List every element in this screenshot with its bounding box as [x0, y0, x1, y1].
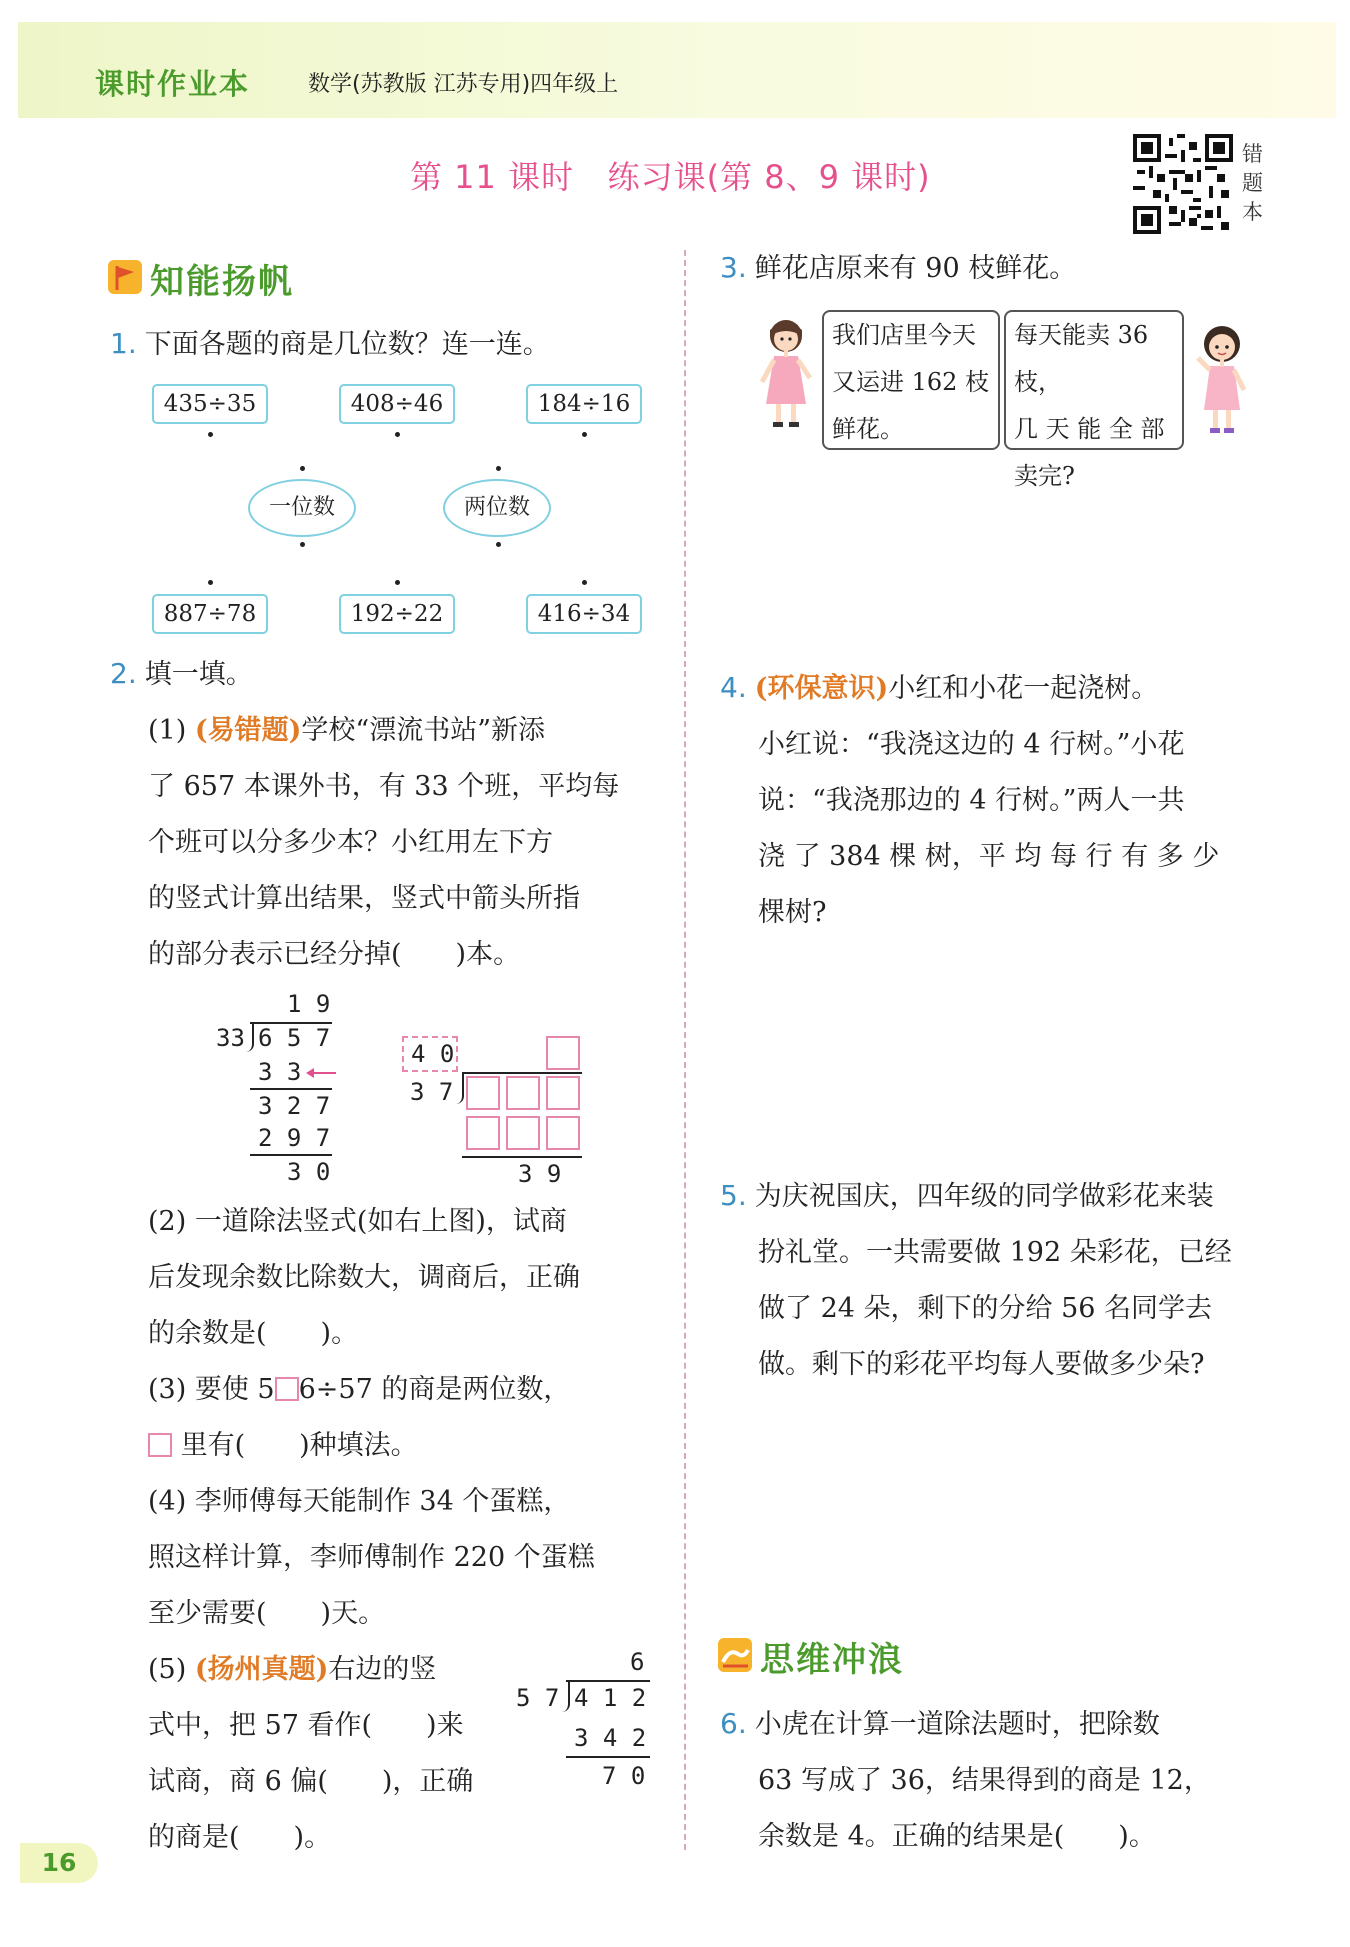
text-line: 说：“我浇那边的 4 行树。”两人一共 — [758, 785, 1185, 816]
answer-box[interactable] — [546, 1076, 580, 1110]
text-line: 了 657 本课外书，有 33 个班，平均每 — [148, 771, 620, 802]
division-bracket — [246, 1022, 254, 1052]
bubble-line: 又运进 162 枝 — [832, 368, 990, 396]
page-number: 16 — [20, 1843, 98, 1883]
quotient: 1 9 — [287, 990, 331, 1018]
step: 2 9 7 — [258, 1124, 331, 1152]
question-number: 5. — [720, 1179, 747, 1212]
wave-icon — [718, 1638, 752, 1672]
question-4 — [720, 660, 1280, 941]
divisor: 5 7 — [516, 1684, 560, 1712]
speech-bubble-right — [1004, 310, 1184, 490]
text-prefix: (3) 要使 5 — [148, 1374, 275, 1405]
text-line: 小虎在计算一道除法题时，把除数 — [754, 1709, 1160, 1740]
connect-dot[interactable] — [395, 580, 400, 585]
connect-dot[interactable] — [208, 432, 213, 437]
remainder: 3 9 — [518, 1160, 562, 1188]
column-divider — [684, 250, 686, 1850]
text-line: 小红说：“我浇这边的 4 行树。”小花 — [758, 729, 1185, 760]
connect-dot[interactable] — [496, 466, 501, 471]
qr-code-icon[interactable] — [1133, 134, 1233, 234]
question-number: 2. — [110, 657, 137, 690]
text-line: (2) 一道除法竖式(如右上图)，试商 — [148, 1206, 567, 1237]
qr-label — [1242, 140, 1268, 227]
division-bracket — [456, 1072, 464, 1104]
connect-dot[interactable] — [582, 580, 587, 585]
dividend: 6 5 7 — [258, 1024, 331, 1052]
text-line: 小红和小花一起浇树。 — [888, 673, 1159, 704]
question-text: 鲜花店原来有 90 枝鲜花。 — [754, 253, 1077, 284]
q2-part3 — [148, 1362, 668, 1474]
product: 3 4 2 — [574, 1724, 647, 1752]
step-line — [566, 1756, 650, 1758]
step-line — [250, 1088, 332, 1090]
text-line: 试商，商 6 偏( )，正确 — [148, 1766, 474, 1797]
text-line: 棵树? — [758, 897, 827, 928]
division-bracket — [562, 1680, 570, 1712]
option-ellipse: 两位数 — [443, 479, 551, 537]
question-number: 1. — [110, 327, 137, 360]
question-text: 填一填。 — [144, 659, 253, 690]
speech-bubble-left — [822, 310, 1000, 450]
text-line: 的部分表示已经分掉( )本。 — [148, 939, 521, 970]
qr-label-char: 题 — [1242, 171, 1263, 195]
connect-dot[interactable] — [300, 466, 305, 471]
qr-label-char: 错 — [1242, 142, 1263, 166]
arrow-icon — [304, 1066, 338, 1080]
text-line: 的商是( )。 — [148, 1822, 332, 1853]
bubble-line: 几 天 能 全 部 — [1014, 415, 1165, 443]
text-line: 右边的竖 — [328, 1654, 437, 1685]
qr-label-char: 本 — [1242, 200, 1263, 224]
division-bar — [462, 1072, 582, 1074]
text-line: 学校“漂流书站”新添 — [301, 715, 546, 746]
fill-blank-box[interactable] — [275, 1377, 299, 1401]
text-line: (4) 李师傅每天能制作 34 个蛋糕， — [148, 1486, 571, 1517]
connect-dot[interactable] — [582, 432, 587, 437]
text-line: 里有( )种填法。 — [180, 1430, 418, 1461]
question-number: 3. — [720, 251, 747, 284]
division-bar — [566, 1680, 650, 1682]
text-line: 的竖式计算出结果，竖式中箭头所指 — [148, 883, 580, 914]
brand-title: 课时作业本 — [95, 67, 251, 101]
bubble-line: 每天能卖 36 枝， — [1014, 321, 1149, 396]
connect-dot[interactable] — [208, 580, 213, 585]
q2-part4 — [148, 1474, 668, 1642]
connect-dot[interactable] — [300, 542, 305, 547]
step-line — [250, 1154, 332, 1156]
text-line: 的余数是( )。 — [148, 1318, 359, 1349]
section-title-siwei: 思维冲浪 — [760, 1640, 904, 1680]
subject-title: 数学(苏教版 江苏专用)四年级上 — [308, 72, 619, 97]
connect-dot[interactable] — [395, 432, 400, 437]
step: 3 3 — [258, 1058, 302, 1086]
question-2 — [110, 646, 253, 703]
text-line: 至少需要( )天。 — [148, 1598, 386, 1629]
bubble-line: 鲜花。 — [832, 415, 904, 443]
text-line: 浇 了 384 棵 树，平 均 每 行 有 多 少 — [758, 841, 1220, 872]
expr-box: 192÷22 — [339, 594, 455, 634]
text-line: 63 写成了 36，结果得到的商是 12， — [758, 1765, 1211, 1796]
lesson-title: 第 11 课时 练习课(第 8、9 课时) — [410, 158, 931, 196]
connect-dot[interactable] — [496, 542, 501, 547]
text-suffix: 6÷57 的商是两位数， — [298, 1374, 571, 1405]
answer-box[interactable] — [546, 1116, 580, 1150]
question-3 — [720, 240, 1076, 297]
question-6 — [720, 1696, 1300, 1865]
expr-box: 416÷34 — [526, 594, 642, 634]
bubble-line: 我们店里今天 — [832, 321, 976, 349]
text-line: 做了 24 朵，剩下的分给 56 名同学去 — [758, 1293, 1213, 1324]
expr-box: 408÷46 — [339, 384, 455, 424]
divisor: 3 7 — [410, 1078, 454, 1106]
part-label: (5) — [148, 1654, 187, 1685]
text-line: 个班可以分多少本？小红用左下方 — [148, 827, 553, 858]
answer-box[interactable] — [546, 1036, 580, 1070]
option-ellipse: 一位数 — [248, 479, 356, 537]
answer-box[interactable] — [466, 1076, 500, 1110]
quotient: 6 — [630, 1648, 645, 1676]
q2-part5 — [148, 1642, 548, 1866]
step-line — [462, 1156, 582, 1158]
fill-blank-box — [148, 1433, 172, 1457]
step: 3 2 7 — [258, 1092, 331, 1120]
tag-environment: (环保意识) — [754, 673, 889, 704]
remainder: 7 0 — [602, 1762, 646, 1790]
answer-box[interactable] — [466, 1116, 500, 1150]
expr-box: 184÷16 — [526, 384, 642, 424]
divisor: 33 — [216, 1024, 245, 1052]
text-line: 做。剩下的彩花平均每人要做多少朵? — [758, 1349, 1205, 1380]
dividend: 4 1 2 — [574, 1684, 647, 1712]
text-line: 式中，把 57 看作( )来 — [148, 1710, 464, 1741]
flag-icon — [108, 260, 142, 294]
answer-box[interactable] — [506, 1076, 540, 1110]
question-number: 4. — [720, 671, 747, 704]
expr-box: 435÷35 — [152, 384, 268, 424]
girl-left-illustration — [758, 312, 818, 432]
q2-part2 — [148, 1194, 658, 1362]
quotient: 4 0 — [411, 1040, 455, 1068]
section-title-zhineng: 知能扬帆 — [150, 262, 294, 302]
question-text: 下面各题的商是几位数？连一连。 — [144, 329, 550, 360]
text-line: 余数是 4。正确的结果是( )。 — [758, 1821, 1156, 1852]
answer-box[interactable] — [506, 1116, 540, 1150]
text-line: 扮礼堂。一共需要做 192 朵彩花，已经 — [758, 1237, 1232, 1268]
question-number: 6. — [720, 1707, 747, 1740]
tag-error-prone: (易错题) — [194, 715, 302, 746]
expr-box: 887÷78 — [152, 594, 268, 634]
q2-part1 — [148, 703, 658, 983]
question-1 — [110, 316, 550, 373]
text-line: 照这样计算，李师傅制作 220 个蛋糕 — [148, 1542, 595, 1573]
girl-right-illustration — [1190, 318, 1254, 438]
text-line: 后发现余数比除数大，调商后，正确 — [148, 1262, 580, 1293]
tag-yangzhou: (扬州真题) — [194, 1654, 329, 1685]
bubble-line: 卖完? — [1014, 462, 1075, 490]
text-line: 为庆祝国庆，四年级的同学做彩花来装 — [754, 1181, 1214, 1212]
question-5 — [720, 1168, 1300, 1393]
step: 3 0 — [287, 1158, 331, 1186]
part-label: (1) — [148, 715, 187, 746]
